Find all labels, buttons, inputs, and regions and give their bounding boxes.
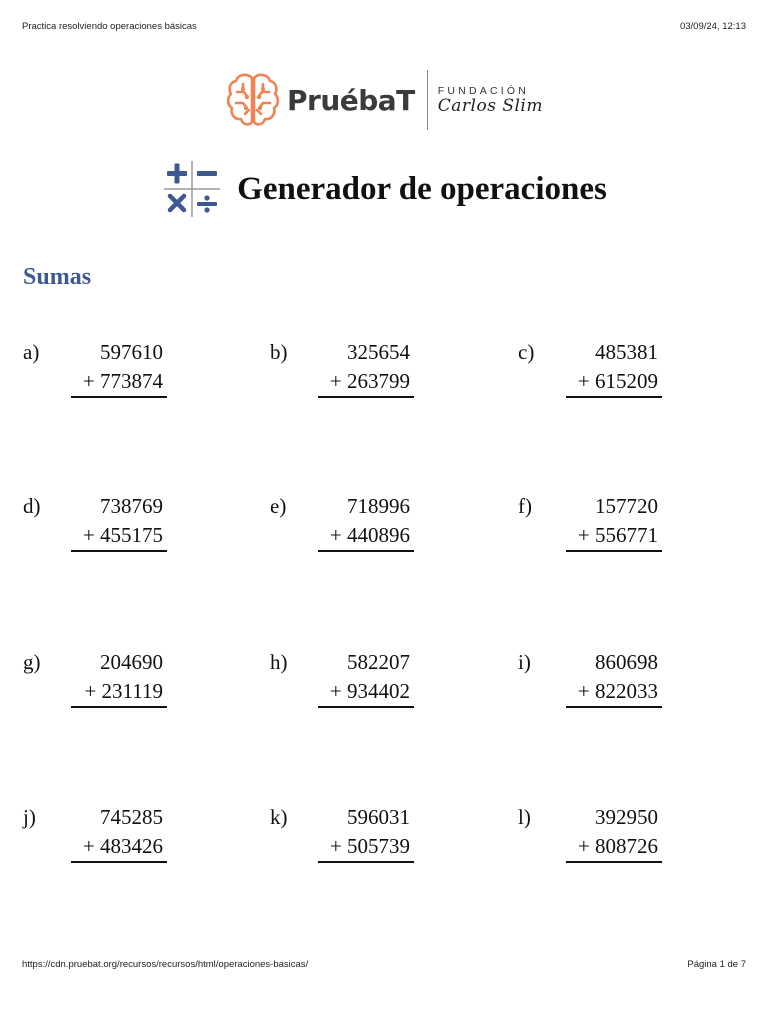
sum-line [71,550,167,552]
addition-problem [270,494,410,554]
problem-label: c) [518,340,535,364]
print-footer [22,959,746,970]
problem-bottom-number: + 263799 [329,369,410,393]
print-url: https://cdn.pruebat.org/recursos/recursos/html/operaciones-basicas/ [22,959,309,970]
title-row [0,158,768,220]
problem-label: i) [518,650,531,674]
addition-problem [23,805,163,865]
problem-bottom-number: + 822033 [577,679,658,703]
addition-problem [518,650,658,710]
addition-problem [270,805,410,865]
problem-bottom-number: + 934402 [329,679,410,703]
logo [0,70,768,130]
problem-bottom-number: + 808726 [577,834,658,858]
addition-problem [518,805,658,865]
print-page-info: Página 1 de 7 [687,959,746,970]
problem-top-number: 745285 [100,805,163,829]
print-header [22,21,746,32]
sum-line [71,861,167,863]
brand-name: PruébaT [286,83,415,117]
problem-label: h) [270,650,288,674]
problem-bottom-number: + 231119 [84,679,163,703]
problem-label: e) [270,494,287,518]
carlos-slim-signature: Carlos Slim [437,95,543,116]
logo-divider [427,70,428,130]
problem-label: b) [270,340,288,364]
problem-bottom-number: + 440896 [329,523,410,547]
brain-icon [225,70,281,130]
addition-problem [518,494,658,554]
sum-line [318,861,414,863]
section-title: Sumas [23,264,92,290]
problem-bottom-number: + 773874 [82,369,163,393]
sum-line [566,706,662,708]
problem-top-number: 718996 [347,494,410,518]
problem-top-number: 596031 [347,805,410,829]
problem-top-number: 325654 [347,340,410,364]
problem-top-number: 485381 [595,340,658,364]
fundacion-carlos-slim [438,85,543,116]
sum-line [318,396,414,398]
sum-line [71,396,167,398]
addition-problem [23,340,163,400]
addition-problem [23,494,163,554]
sum-line [318,550,414,552]
sum-line [566,861,662,863]
problem-top-number: 157720 [595,494,658,518]
problem-label: a) [23,340,40,364]
problem-bottom-number: + 615209 [577,369,658,393]
addition-problem [518,340,658,400]
print-page-title: Practica resolviendo operaciones básicas [22,21,197,32]
problem-label: d) [23,494,41,518]
page-title: Generador de operaciones [237,170,607,207]
addition-problem [23,650,163,710]
math-operations-icon [161,158,223,220]
print-datetime: 03/09/24, 12:13 [679,21,746,32]
problem-label: l) [518,805,531,829]
problem-top-number: 597610 [100,340,163,364]
problem-top-number: 392950 [595,805,658,829]
problem-label: k) [270,805,288,829]
sum-line [318,706,414,708]
sum-line [566,550,662,552]
problem-bottom-number: + 505739 [329,834,410,858]
problem-top-number: 204690 [100,650,163,674]
problem-bottom-number: + 556771 [577,523,658,547]
sum-line [566,396,662,398]
sum-line [71,706,167,708]
problem-label: f) [518,494,532,518]
problem-label: g) [23,650,41,674]
problem-top-number: 738769 [100,494,163,518]
addition-problem [270,650,410,710]
problem-label: j) [23,805,36,829]
problem-bottom-number: + 483426 [82,834,163,858]
addition-problem [270,340,410,400]
problem-bottom-number: + 455175 [82,523,163,547]
problem-top-number: 860698 [595,650,658,674]
problem-top-number: 582207 [347,650,410,674]
fundacion-label: FUNDACIÓN [437,84,529,97]
